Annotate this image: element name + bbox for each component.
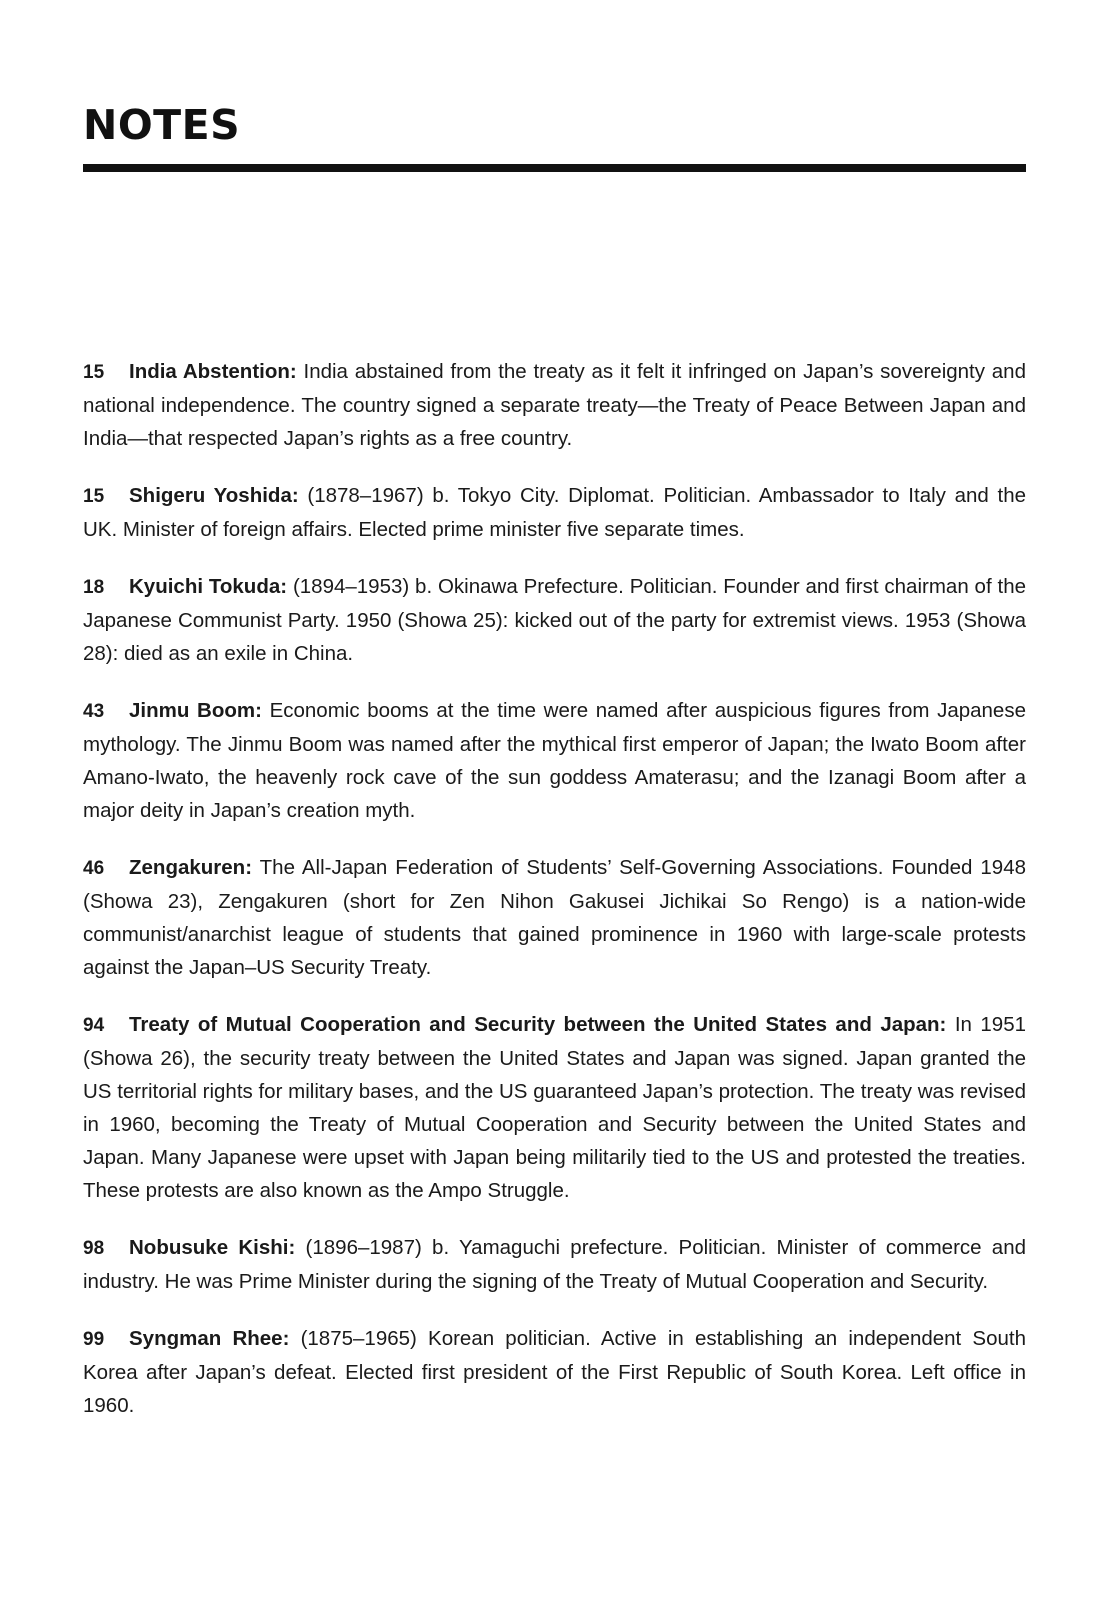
- note-text: Economic booms at the time were named after auspicious figures from Japanese mythology. The Jinmu Boom was named after the mythical first emperor of Japan; the Iwato Boom after Amano-Iwato, the heavenly rock cave of the sun goddess Amaterasu; and the Izanagi Boom after a major deity in Japan’s creation myth.: [83, 699, 1026, 822]
- note-term: Syngman Rhee:: [129, 1327, 290, 1350]
- note-term: Jinmu Boom:: [129, 699, 262, 722]
- note-text: The All-Japan Federation of Students’ Self-Governing Associations. Founded 1948 (Showa 23), Zengakuren (short for Zen Nihon Gakusei Jichikai So Rengo) is a nation-wide communist/anarchist league of students that gained prominence in 1960 with large-scale protests against the Japan–US Security Treaty.: [83, 856, 1026, 979]
- note-term: Nobusuke Kishi:: [129, 1236, 296, 1259]
- title-divider: [83, 164, 1026, 172]
- note-term: Kyuichi Tokuda:: [129, 575, 288, 598]
- note-page-number: 43: [83, 701, 105, 722]
- note-india-abstention: [83, 355, 1026, 455]
- page-title: NOTES: [83, 101, 241, 149]
- note-page-number: 46: [83, 858, 105, 879]
- note-page-number: 99: [83, 1329, 105, 1350]
- notes-list: [83, 355, 1026, 1446]
- note-term: Treaty of Mutual Cooperation and Security between the United States and Japan:: [129, 1013, 947, 1036]
- note-text: India abstained from the treaty as it felt it infringed on Japan’s sovereignty and national independence. The country signed a separate treaty—the Treaty of Peace Between Japan and India—that respected Japan’s rights as a free country.: [83, 360, 1026, 450]
- note-jinmu-boom: [83, 694, 1026, 827]
- note-page-number: 15: [83, 362, 105, 383]
- note-nobusuke-kishi: [83, 1231, 1026, 1298]
- note-page-number: 98: [83, 1238, 105, 1259]
- note-shigeru-yoshida: [83, 479, 1026, 546]
- note-page-number: 18: [83, 577, 105, 598]
- note-page-number: 15: [83, 486, 105, 507]
- note-text: (1875–1965) Korean politician. Active in establishing an independent South Korea after Japan’s defeat. Elected first president of the First Republic of South Korea. Left office in 1960.: [83, 1327, 1026, 1417]
- note-text: (1896–1987) b. Yamaguchi prefecture. Politician. Minister of commerce and industry. He was Prime Minister during the signing of the Treaty of Mutual Cooperation and Security.: [83, 1236, 1026, 1293]
- note-text: In 1951 (Showa 26), the security treaty between the United States and Japan was signed. Japan granted the US territorial rights for military bases, and the US guaranteed Japan’s protection. The treaty was revised in 1960, becoming the Treaty of Mutual Cooperation and Security between the United States and Japan. Many Japanese were upset with Japan being militarily tied to the US and protested the treaties. These protests are also known as the Ampo Struggle.: [83, 1013, 1026, 1202]
- note-term: Zengakuren:: [129, 856, 253, 879]
- note-term: Shigeru Yoshida:: [129, 484, 299, 507]
- note-page-number: 94: [83, 1015, 105, 1036]
- note-kyuichi-tokuda: [83, 570, 1026, 670]
- note-term: India Abstention:: [129, 360, 297, 383]
- note-text: (1878–1967) b. Tokyo City. Diplomat. Politician. Ambassador to Italy and the UK. Minister of foreign affairs. Elected prime minister five separate times.: [83, 484, 1026, 541]
- note-text: (1894–1953) b. Okinawa Prefecture. Politician. Founder and first chairman of the Japanese Communist Party. 1950 (Showa 25): kicked out of the party for extremist views. 1953 (Showa 28): died as an exile in China.: [83, 575, 1027, 665]
- note-security-treaty: [83, 1008, 1026, 1207]
- note-zengakuren: [83, 851, 1026, 984]
- note-syngman-rhee: [83, 1322, 1026, 1422]
